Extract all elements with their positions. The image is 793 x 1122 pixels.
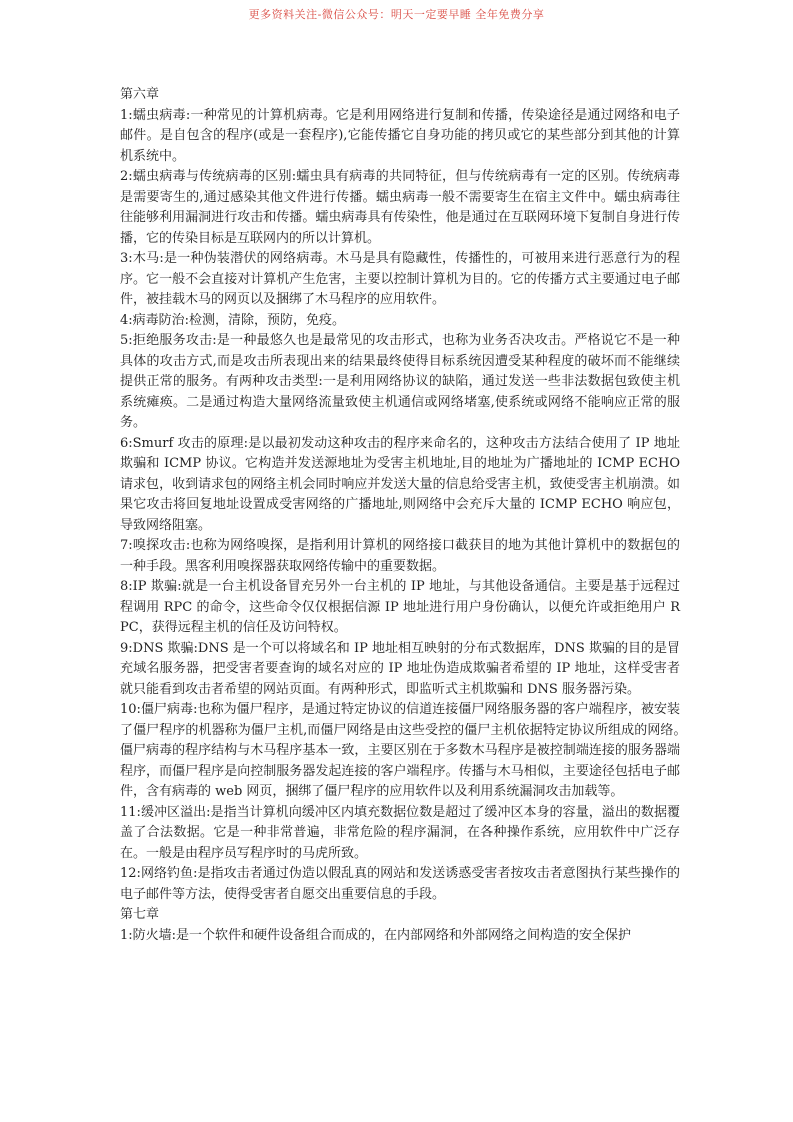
paragraph-zombie-virus: 10:僵尸病毒:也称为僵尸程序，是通过特定协议的信道连接僵尸网络服务器的客户端程序，被安装了僵尸程序的机器称为僵尸主机,而僵尸网络是由这些受控的僵尸主机依据特定协议所组成的网络。 僵尸病毒的程序结构与木马程序基本一致，主要区别在于多数木马程序是被控制端连接的服务器端程序，而僵尸程序是向控制服务器发起连接的客户端程序。传播与木马相似，主要途径包括电子邮件，含有病毒的 web 网页，捆绑了僵尸程序的应用软件以及利用系统漏洞攻击加载等。 <box>120 702 694 799</box>
chapter-title: 第七章 <box>120 907 160 922</box>
paragraph-firewall: 1:防火墙:是一个软件和硬件设备组合而成的，在内部网络和外部网络之间构造的安全保护 <box>120 927 632 943</box>
paragraph-sniffing-attack: 7:嗅探攻击:也称为网络嗅探，是指利用计算机的网络接口截获目的地为其他计算机中的数据包的一种手段。黑客利用嗅探器获取网络传输中的重要数据。 <box>120 538 680 574</box>
paragraph-ip-spoofing: 8:IP 欺骗:就是一台主机设备冒充另外一台主机的 IP 地址，与其他设备通信。主要是基于远程过程调用 RPC 的命令，这些命令仅仅根据信源 IP 地址进行用户身份确认，以便允许或拒绝用户 RPC，获得远程主机的信任及访问特权。 <box>120 579 680 635</box>
paragraph-phishing: 12:网络钓鱼:是指攻击者通过伪造以假乱真的网站和发送诱惑受害者按攻击者意图执行某些操作的电子邮件等方法，使得受害者自愿交出重要信息的手段。 <box>120 866 680 902</box>
paragraph-worm-virus: 1:蠕虫病毒:一种常见的计算机病毒。它是利用网络进行复制和传播，传染途径是通过网络和电子邮件。是自包含的程序(或是一套程序),它能传播它自身功能的拷贝或它的某些部分到其他的计算机系统中。 <box>120 107 680 164</box>
paragraph-dos-attack: 5:拒绝服务攻击:是一种最悠久也是最常见的攻击形式，也称为业务否决攻击。严格说它不是一种具体的攻击方式,而是攻击所表现出来的结果最终使得目标系统因遭受某种程度的破坏而不能继续提供正常的服务。有两种攻击类型:一是利用网络协议的缺陷，通过发送一些非法数据包致使主机系统瘫痪。二是通过构造大量网络流量致使主机通信或网络堵塞,使系统或网络不能响应正常的服务。 <box>120 333 680 430</box>
paragraph-worm-vs-traditional: 2:蠕虫病毒与传统病毒的区别:蠕虫具有病毒的共同特征，但与传统病毒有一定的区别。传统病毒是需要寄生的,通过感染其他文件进行传播。蠕虫病毒一般不需要寄生在宿主文件中。蠕虫病毒往往能够利用漏洞进行攻击和传播。蠕虫病毒具有传染性，他是通过在互联网环境下复制自身进行传播，它的传染目标是互联网内的所以计算机。 <box>120 169 680 246</box>
document-body <box>120 85 694 946</box>
paragraph-smurf-attack: 6:Smurf 攻击的原理:是以最初发动这种攻击的程序来命名的，这种攻击方法结合使用了 IP 地址欺骗和 ICMP 协议。它构造并发送源地址为受害主机地址,目的地址为广播地址的 ICMP ECHO 请求包，收到请求包的网络主机会同时响应并发送大量的信息给受害主机，致使受害主机崩溃。如果它攻击将回复地址设置成受害网络的广播地址,则网络中会充斥大量的 ICMP ECHO 响应包，导致网络阻塞。 <box>120 435 680 533</box>
chapter-title: 第六章 <box>120 87 160 102</box>
paragraph-dns-spoofing: 9:DNS 欺骗:DNS 是一个可以将域名和 IP 地址相互映射的分布式数据库，DNS 欺骗的目的是冒充域名服务器，把受害者要查询的域名对应的 IP 地址伪造成欺骗者希望的 IP 地址，这样受害者就只能看到攻击者希望的网站页面。有两种形式，即监听式主机欺骗和 DNS 服务器污染。 <box>120 640 680 697</box>
page-header: 更多资料关注-微信公众号：明天一定要早睡 全年免费分享 <box>248 8 545 21</box>
paragraph-trojan: 3:木马:是一种伪装潜伏的网络病毒。木马是具有隐藏性，传播性的，可被用来进行恶意行为的程序。它一般不会直接对计算机产生危害，主要以控制计算机为目的。它的传播方式主要通过电子邮件，被挂载木马的网页以及捆绑了木马程序的应用软件。 <box>120 251 680 307</box>
paragraph-buffer-overflow: 11:缓冲区溢出:是指当计算机向缓冲区内填充数据位数是超过了缓冲区本身的容量，溢出的数据覆盖了合法数据。它是一种非常普遍，非常危险的程序漏洞，在各种操作系统，应用软件中广泛存在。一般是由程序员写程序时的马虎所致。 <box>120 804 680 861</box>
paragraph-virus-prevention: 4:病毒防治:检测，清除，预防，免疫。 <box>120 312 346 328</box>
